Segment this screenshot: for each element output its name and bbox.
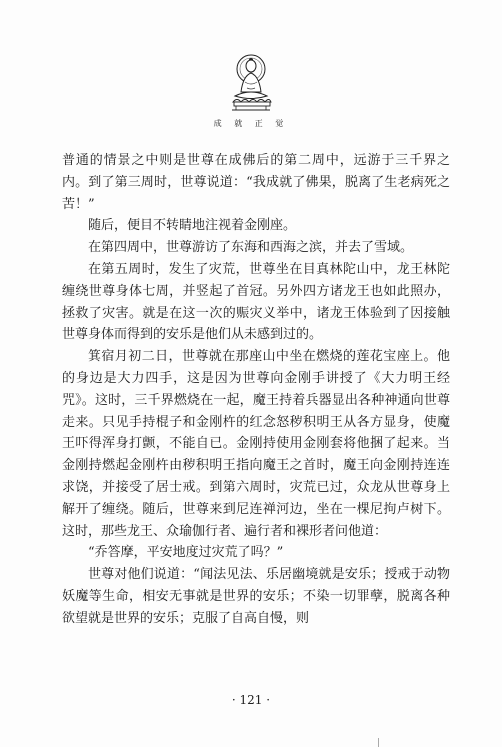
paragraph: 在第四周中，世尊游访了东海和西海之滨，并去了雪域。 [88, 240, 414, 256]
page-header [0, 52, 502, 129]
binding-mark [378, 738, 379, 747]
paragraph: 箕宿月初二日，世尊就在那座山中坐在燃烧的莲花宝座上。他的身边是大力四手，这是因为世尊向金刚手讲授了《大力明王经咒》。这时，三千界燃烧在一起，魔王持着兵器显出各种神通向世尊走来。只见手持棍子和金刚杵的红念怒秽积明王从各方显身，使魔王吓得浑身打颤，不能自已。金刚持使用金刚套将他捆了起来。当金刚持燃起金刚杵由秽积明王指向魔王之首时，魔王向金刚持连连求饶，并接受了居士戒。到第六周时，灾荒已过，众龙从世尊身上解开了缠绕。随后，世尊来到尼连禅河边，坐在一棵尼拘卢树下。这时，那些龙王、众瑜伽行者、遍行者和裸形者问他道： [62, 349, 450, 539]
paragraph: 世尊对他们说道：“闻法见法、乐居幽境就是安乐；授戒于动物妖魔等生命，相安无事就是世界的安乐；不染一切罪孽，脱离各种欲望就是世界的安乐；克服了自高自慢，则 [62, 567, 450, 626]
header-caption: 成 就 正 觉 [213, 119, 289, 128]
page-number: · 121 · [231, 693, 271, 707]
body-text [62, 150, 450, 630]
seated-buddha-icon [227, 52, 275, 116]
paragraph: 在第五周时，发生了灾荒，世尊坐在目真林陀山中，龙王林陀缠绕世尊身体七周，并竖起了首冠。另外四方诸龙王也如此照办，拯救了灾害。就是在这一次的赈灾义举中，诸龙王体验到了因接触世尊身体而得到的安乐是他们从未感到过的。 [62, 261, 450, 343]
paragraph: 随后，便目不转睛地注视着金刚座。 [88, 218, 297, 234]
paragraph: 普通的情景之中则是世尊在成佛后的第二周中，远游于三千界之内。到了第三周时，世尊说道：“我成就了佛果，脱离了生老病死之苦！” [62, 153, 450, 212]
paragraph: “乔答摩，平安地度过灾荒了吗？” [88, 545, 284, 561]
